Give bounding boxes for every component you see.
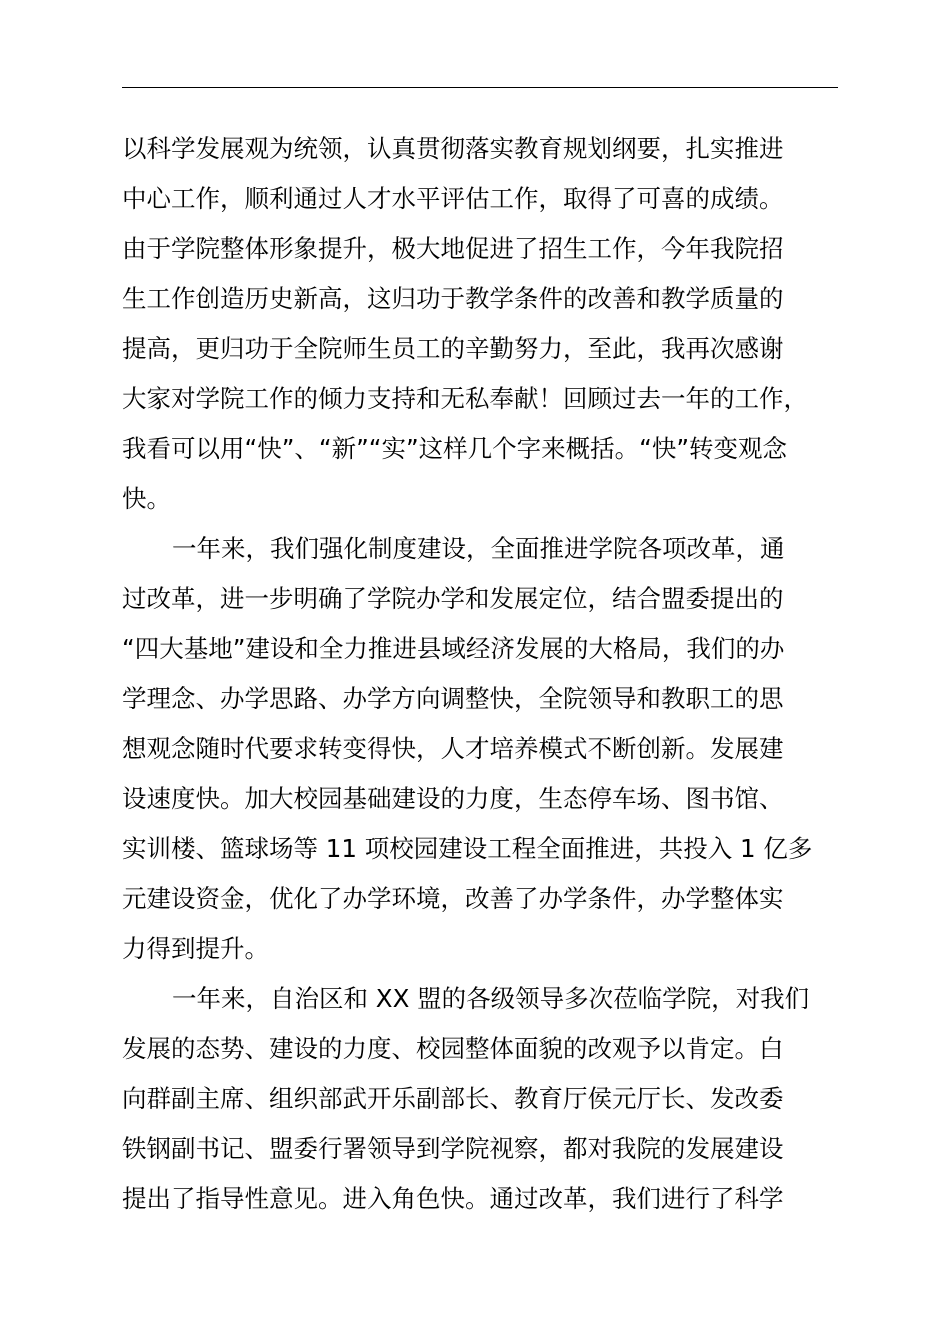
text-line: 生工作创造历史新高，这归功于教学条件的改善和教学质量的 [122, 284, 784, 313]
text-line: 铁钢副书记、盟委行署领导到学院视察，都对我院的发展建设 [122, 1134, 784, 1163]
text-line: 快。 [122, 484, 171, 513]
text-line: 以科学发展观为统领，认真贯彻落实教育规划纲要，扎实推进 [122, 134, 784, 163]
text-line: 实训楼、篮球场等 11 项校园建设工程全面推进，共投入 1 亿多 [122, 834, 813, 863]
paragraph-2 [122, 524, 862, 974]
text-line: 提出了指导性意见。进入角色快。通过改革，我们进行了科学 [122, 1184, 784, 1213]
text-line: 由于学院整体形象提升，极大地促进了招生工作，今年我院招 [122, 234, 784, 263]
paragraph-1 [122, 124, 862, 524]
text-line: 大家对学院工作的倾力支持和无私奉献！回顾过去一年的工作， [122, 384, 808, 413]
text-line: 向群副主席、组织部武开乐副部长、教育厅侯元厅长、发改委 [122, 1084, 784, 1113]
text-line: 设速度快。加大校园基础建设的力度，生态停车场、图书馆、 [122, 784, 784, 813]
header-rule [122, 87, 838, 88]
text-line: 一年来，自治区和 XX 盟的各级领导多次莅临学院，对我们 [172, 984, 810, 1013]
text-line: 一年来，我们强化制度建设，全面推进学院各项改革，通 [172, 534, 785, 563]
text-line: 中心工作，顺利通过人才水平评估工作，取得了可喜的成绩。 [122, 184, 784, 213]
text-line: 过改革，进一步明确了学院办学和发展定位，结合盟委提出的 [122, 584, 784, 613]
text-line: 力得到提升。 [122, 934, 269, 963]
paragraph-3 [122, 974, 862, 1224]
body-text [122, 124, 862, 1224]
text-line: “四大基地”建设和全力推进县域经济发展的大格局，我们的办 [122, 634, 785, 663]
text-line: 学理念、办学思路、办学方向调整快，全院领导和教职工的思 [122, 684, 784, 713]
text-line: 我看可以用“快”、“新”“实”这样几个字来概括。“快”转变观念 [122, 434, 788, 463]
text-line: 发展的态势、建设的力度、校园整体面貌的改观予以肯定。白 [122, 1034, 784, 1063]
text-line: 提高，更归功于全院师生员工的辛勤努力，至此，我再次感谢 [122, 334, 784, 363]
text-line: 想观念随时代要求转变得快，人才培养模式不断创新。发展建 [122, 734, 784, 763]
text-line: 元建设资金，优化了办学环境，改善了办学条件，办学整体实 [122, 884, 784, 913]
